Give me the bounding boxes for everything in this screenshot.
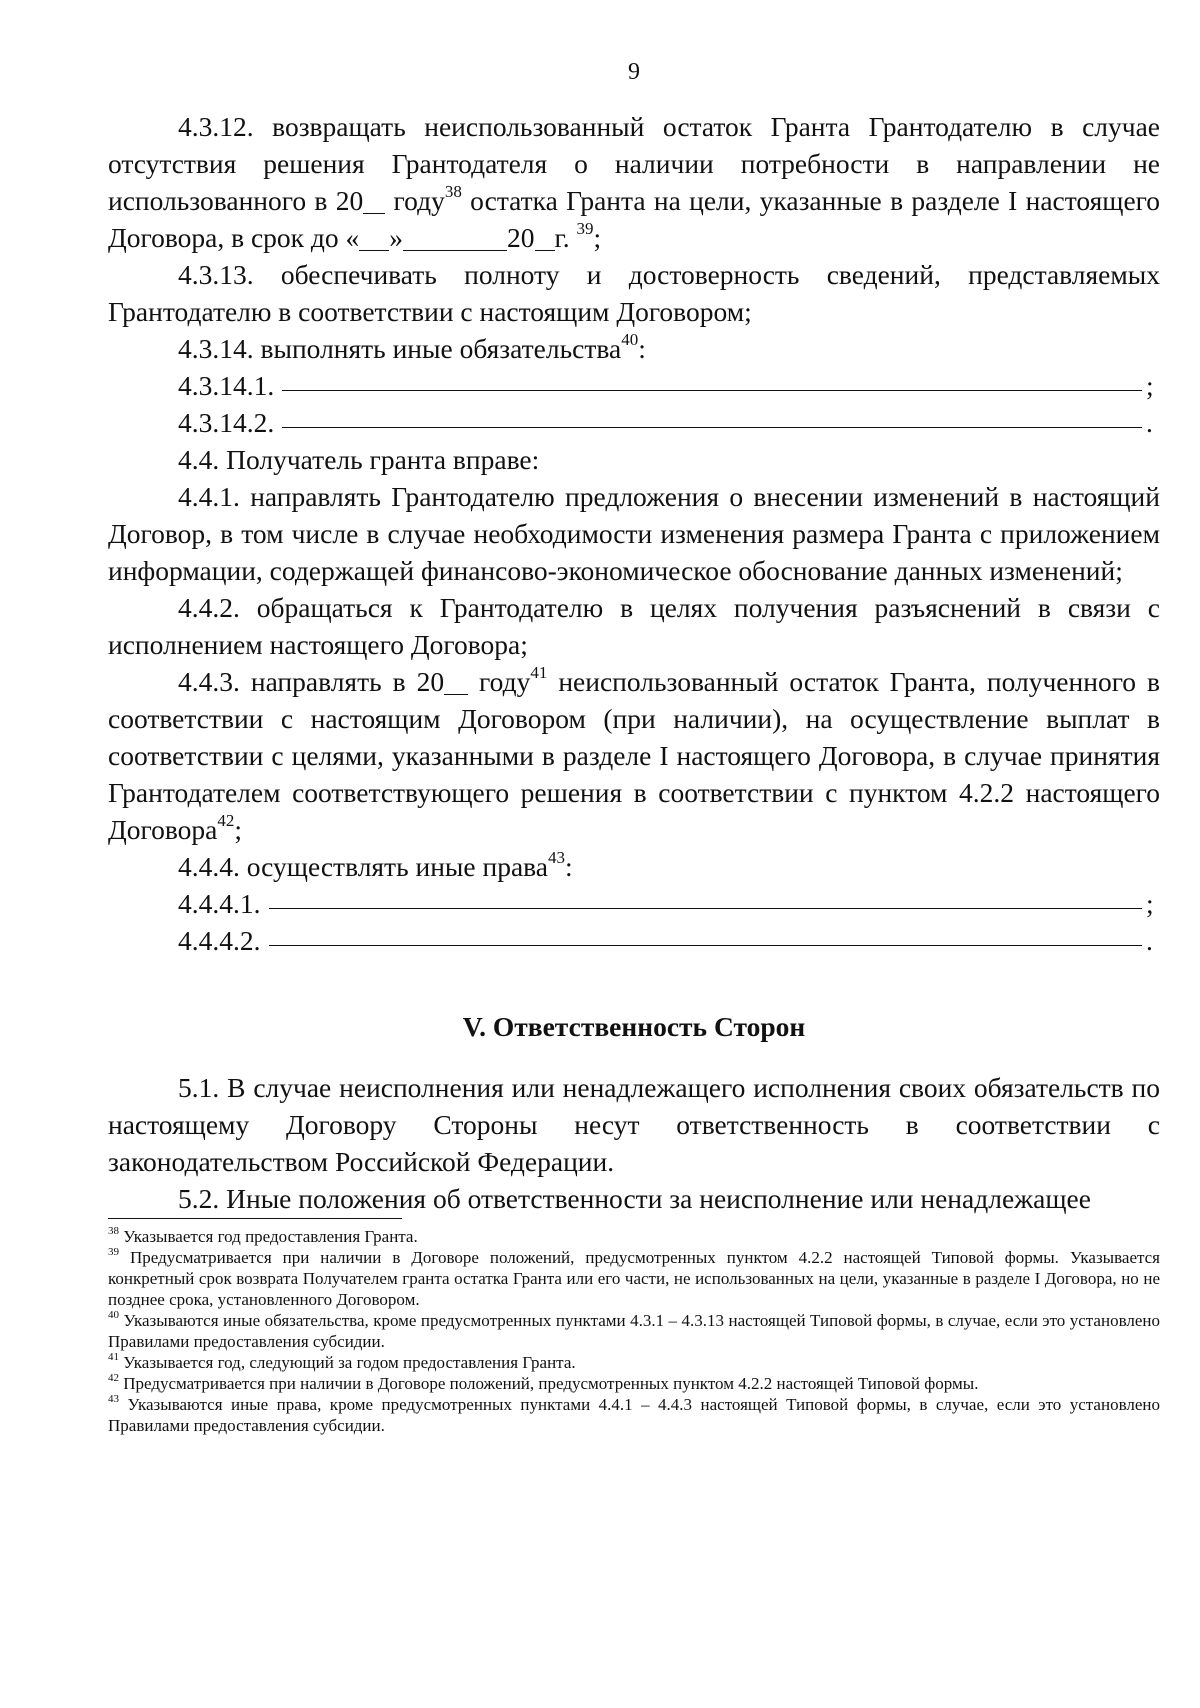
clause-4-3-12: 4.3.12. возвращать неиспользованный остаток Гранта Грантодателю в случае отсутствия решения Грантодателя о наличии потребности в направлении не использованного в 20 году$^{38}$ остатка Гранта на цели, указанные в разделе I настоящего Договора, в срок до « » 20 г. $^{39}$; (108, 111, 1161, 253)
clause-5-2: 5.2. Иные положения об ответственности за неисполнение или ненадлежащее (178, 1183, 1091, 1214)
clause-4-4-2: 4.4.2. обращаться к Грантодателю в целях получения разъяснений в связи с исполнением настоящего Договора; (108, 592, 1160, 660)
clause-4-3-13: 4.3.13. обеспечивать полноту и достоверность сведений, представляемых Грантодателю в соответствии с настоящим Договором; (108, 259, 1160, 327)
footnote-separator (108, 1218, 402, 1219)
clause-5-1: 5.1. В случае неисполнения или ненадлежащего исполнения своих обязательств по настоящему Договору Стороны несут ответственность в соответствии с законодательством Российской Федерации. (108, 1072, 1160, 1177)
footnote-42: $^{42}$ Предусматривается при наличии в Договоре положений, предусмотренных пунктом 4.2.2 настоящей Типовой формы. (108, 1372, 979, 1393)
year-blank (363, 188, 385, 214)
fill-in-line (269, 920, 1143, 946)
footnote-ref-42: 42 (217, 810, 235, 830)
clause-4-4-4-2: 4.4.4.2. . (108, 922, 1160, 959)
fill-in-line (269, 883, 1143, 909)
footnote-ref-43: 43 (548, 847, 565, 867)
fill-in-line (282, 402, 1142, 428)
document-body (108, 108, 1160, 1217)
month-blank (403, 225, 507, 251)
clause-4-3-14-2: 4.3.14.2. . (108, 404, 1160, 441)
footnote-ref-40: 40 (621, 329, 639, 349)
footnote-40: $^{40}$ Указываются иные обязательства, кроме предусмотренных пунктами 4.3.1 – 4.3.13 настоящей Типовой формы, в случае, если это установлено Правилами предоставления субсидии. (108, 1309, 1161, 1351)
clause-4-4: 4.4. Получатель гранта вправе: (178, 444, 540, 475)
footnotes (108, 1226, 1160, 1436)
clause-4-4-4-1: 4.4.4.1. ; (108, 885, 1160, 922)
clause-4-3-14-1: 4.3.14.1. ; (108, 367, 1160, 404)
clause-4-4-1: 4.4.1. направлять Грантодателю предложения о внесении изменений в настоящий Договор, в том числе в случае необходимости изменения размера Гранта с приложением информации, содержащей финансово-экономическое обоснование данных изменений; (108, 481, 1160, 586)
year-blank (444, 669, 468, 695)
footnote-38: $^{38}$ Указывается год предоставления Гранта. (108, 1225, 418, 1246)
section-title: V. Ответственность Сторон (462, 1011, 806, 1042)
footnote-41: $^{41}$ Указывается год, следующий за годом предоставления Гранта. (108, 1351, 576, 1372)
footnote-39: $^{39}$ Предусматривается при наличии в Договоре положений, предусмотренных пунктом 4.2.2 настоящей Типовой формы. Указывается конкретный срок возврата Получателем гранта остатка Гранта или его части, не использованных на цели, указанные в разделе I Договора, но не позднее срока, установленного Договором. (108, 1246, 1161, 1309)
footnote-43: $^{43}$ Указываются иные права, кроме предусмотренных пунктами 4.4.1 – 4.4.3 настоящей Типовой формы, в случае, если это установлено Правилами предоставления субсидии. (108, 1393, 1161, 1435)
footnote-ref-41: 41 (530, 662, 548, 682)
page-number: 9 (628, 59, 640, 85)
day-blank (359, 225, 389, 251)
clause-4-4-4: 4.4.4. осуществлять иные права$^{43}$: (178, 847, 573, 882)
clause-4-4-3: 4.4.3. направлять в 20 году$^{41}$ неиспользованный остаток Гранта, полученного в соответствии с настоящим Договором (при наличии), на осуществление выплат в соответствии с целями, указанными в разделе I настоящего Договора, в случае принятия Грантодателем соответствующего решения в соответствии с пунктом 4.2.2 настоящего Договора$^{42}$; (108, 662, 1161, 845)
fill-in-line (282, 365, 1142, 391)
footnote-ref-38: 38 (444, 181, 462, 201)
year-blank (535, 225, 555, 251)
footnote-ref-39: 39 (576, 218, 594, 238)
clause-4-3-14: 4.3.14. выполнять иные обязательства$^{40}$: (178, 329, 646, 364)
